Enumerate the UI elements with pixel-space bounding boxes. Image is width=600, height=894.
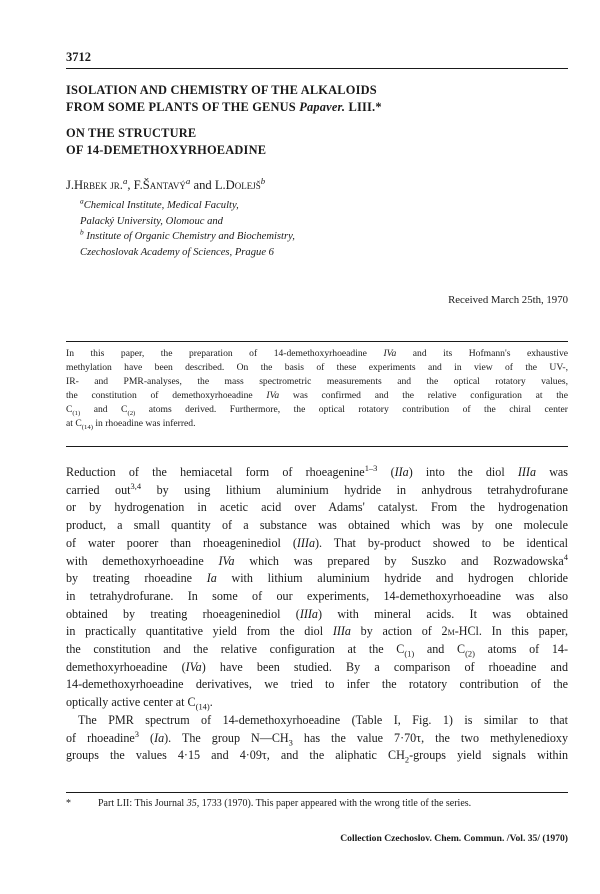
title-line-2: FROM SOME PLANTS OF THE GENUS Papaver. LIII.* [66, 100, 382, 114]
footnote-rule [66, 792, 568, 793]
author-dolejs: L.Dolejš [214, 178, 261, 192]
received-date: Received March 25th, 1970 [448, 294, 568, 306]
body-text [66, 464, 568, 765]
body-line: optically active center at $C_{(14)}$. [66, 695, 213, 712]
title-line-1: ISOLATION AND CHEMISTRY OF THE ALKALOIDS [66, 83, 377, 97]
body-line: of water poorer than rhoeageninediol (IIIa). That by-product showed to be identical [66, 535, 568, 550]
abstract-line: at $C_{(14)}$ in rhoeadine was inferred. [66, 418, 196, 431]
body-line: of rhoeadine$^3$ (Ia). The group $N—CH_3$ has the value 7·70τ, the two methylenedioxy [66, 728, 568, 747]
body-line: in practically quantitative yield from the diol IIIa by action of 2m-HCl. In this paper, [66, 624, 568, 639]
body-line: obtained by treating rhoeageninediol (IIIa) with mineral acids. It was obtained [66, 606, 568, 621]
abstract-rule-bottom [66, 446, 568, 447]
affiliation-b-line-1: $^b$ Institute of Organic Chemistry and Biochemistry, [80, 227, 295, 242]
abstract-line: $C_{(1)}$ and $C_{(2)}$ atoms derived. Furthermore, the optical rotatory contribution of the chiral center [66, 404, 568, 417]
body-line: Reduction of the hemiacetal form of rhoeagenine$^{1-3}$ (IIa) into the diol IIIa was [66, 462, 569, 479]
abstract [66, 347, 568, 431]
abstract-line: the constitution of demethoxyrhoeadine IVa was confirmed and the relative configuration at the [66, 390, 568, 401]
abstract-rule-top [66, 341, 568, 342]
body-line: The PMR spectrum of 14-demethoxyrhoeadine (Table I, Fig. 1) is similar to that [78, 712, 568, 727]
subtitle-line-2: OF 14-DEMETHOXYRHOEADINE [66, 143, 267, 157]
journal-citation: Collection Czechoslov. Chem. Commun. /Vol. 35/ (1970) [340, 833, 568, 844]
author-hrbek: J.Hrbek jr. [66, 178, 123, 192]
author-santavy: F.Šantavý [133, 178, 186, 192]
affiliation-a-line-2: Palacký University, Olomouc and [80, 215, 223, 227]
abstract-line: In this paper, the preparation of 14-demethoxyrhoeadine IVa and its Hofmann's exhaustive [66, 348, 568, 359]
page-number: 3712 [66, 50, 91, 64]
body-line: with demethoxyrhoeadine IVa which was prepared by Suszko and Rozwadowska$^4$ [66, 551, 568, 568]
body-line: carried out$^{3,4}$ by using lithium aluminium hydride in anhydrous tetrahydrofurane [66, 480, 568, 497]
header-rule [66, 68, 568, 69]
affiliation-a-line-1: $^a$Chemical Institute, Medical Faculty, [80, 196, 239, 211]
body-line: 14-demethoxyrhoeadine derivatives, we tried to infer the rotatory contribution of the [66, 677, 568, 692]
footnote: * Part LII: This Journal 35, 1733 (1970). This paper appeared with the wrong title of the series. [66, 798, 472, 809]
footnote-marker: * [66, 798, 71, 809]
affiliations [80, 198, 295, 260]
body-line: groups the values 4·15 and 4·09τ, and the aliphatic $CH_2$-groups yield signals within [66, 748, 568, 765]
authors: J.Hrbek jr.$^a$, F.Šantavý$^a$ and L.Dolejš$^b$ [66, 175, 266, 192]
abstract-line: IR- and PMR-analyses, the mass spectrometric measurements and the optical rotatory values, [66, 376, 568, 387]
subtitle-line-1: ON THE STRUCTURE [66, 126, 197, 140]
body-line: in tetrahydrofurane. In some of our experiments, 14-demethoxyrhoeadine was also [66, 588, 568, 603]
body-line: product, a small quantity of a substance was obtained which was by one molecule [66, 518, 568, 533]
body-line: by treating rhoeadine Ia with lithium aluminium hydride and hydrogen chloride [66, 571, 569, 586]
body-line: the constitution and the relative configuration at the $C_{(1)}$ and $C_{(2)}$ atoms of 14- [66, 642, 568, 659]
abstract-line: methylation have been described. On the basis of these experiments and in view of the UV-, [66, 362, 568, 373]
body-line: or by hydrogenation in acetic acid over Adams' catalyst. From the hydrogenation [66, 500, 568, 515]
paper-title [66, 82, 566, 116]
paper-subtitle [66, 125, 566, 159]
body-line: demethoxyrhoeadine (IVa) have been studied. By a comparison of rhoeadine and [66, 659, 568, 674]
affiliation-b-line-2: Czechoslovak Academy of Sciences, Prague 6 [80, 246, 274, 258]
